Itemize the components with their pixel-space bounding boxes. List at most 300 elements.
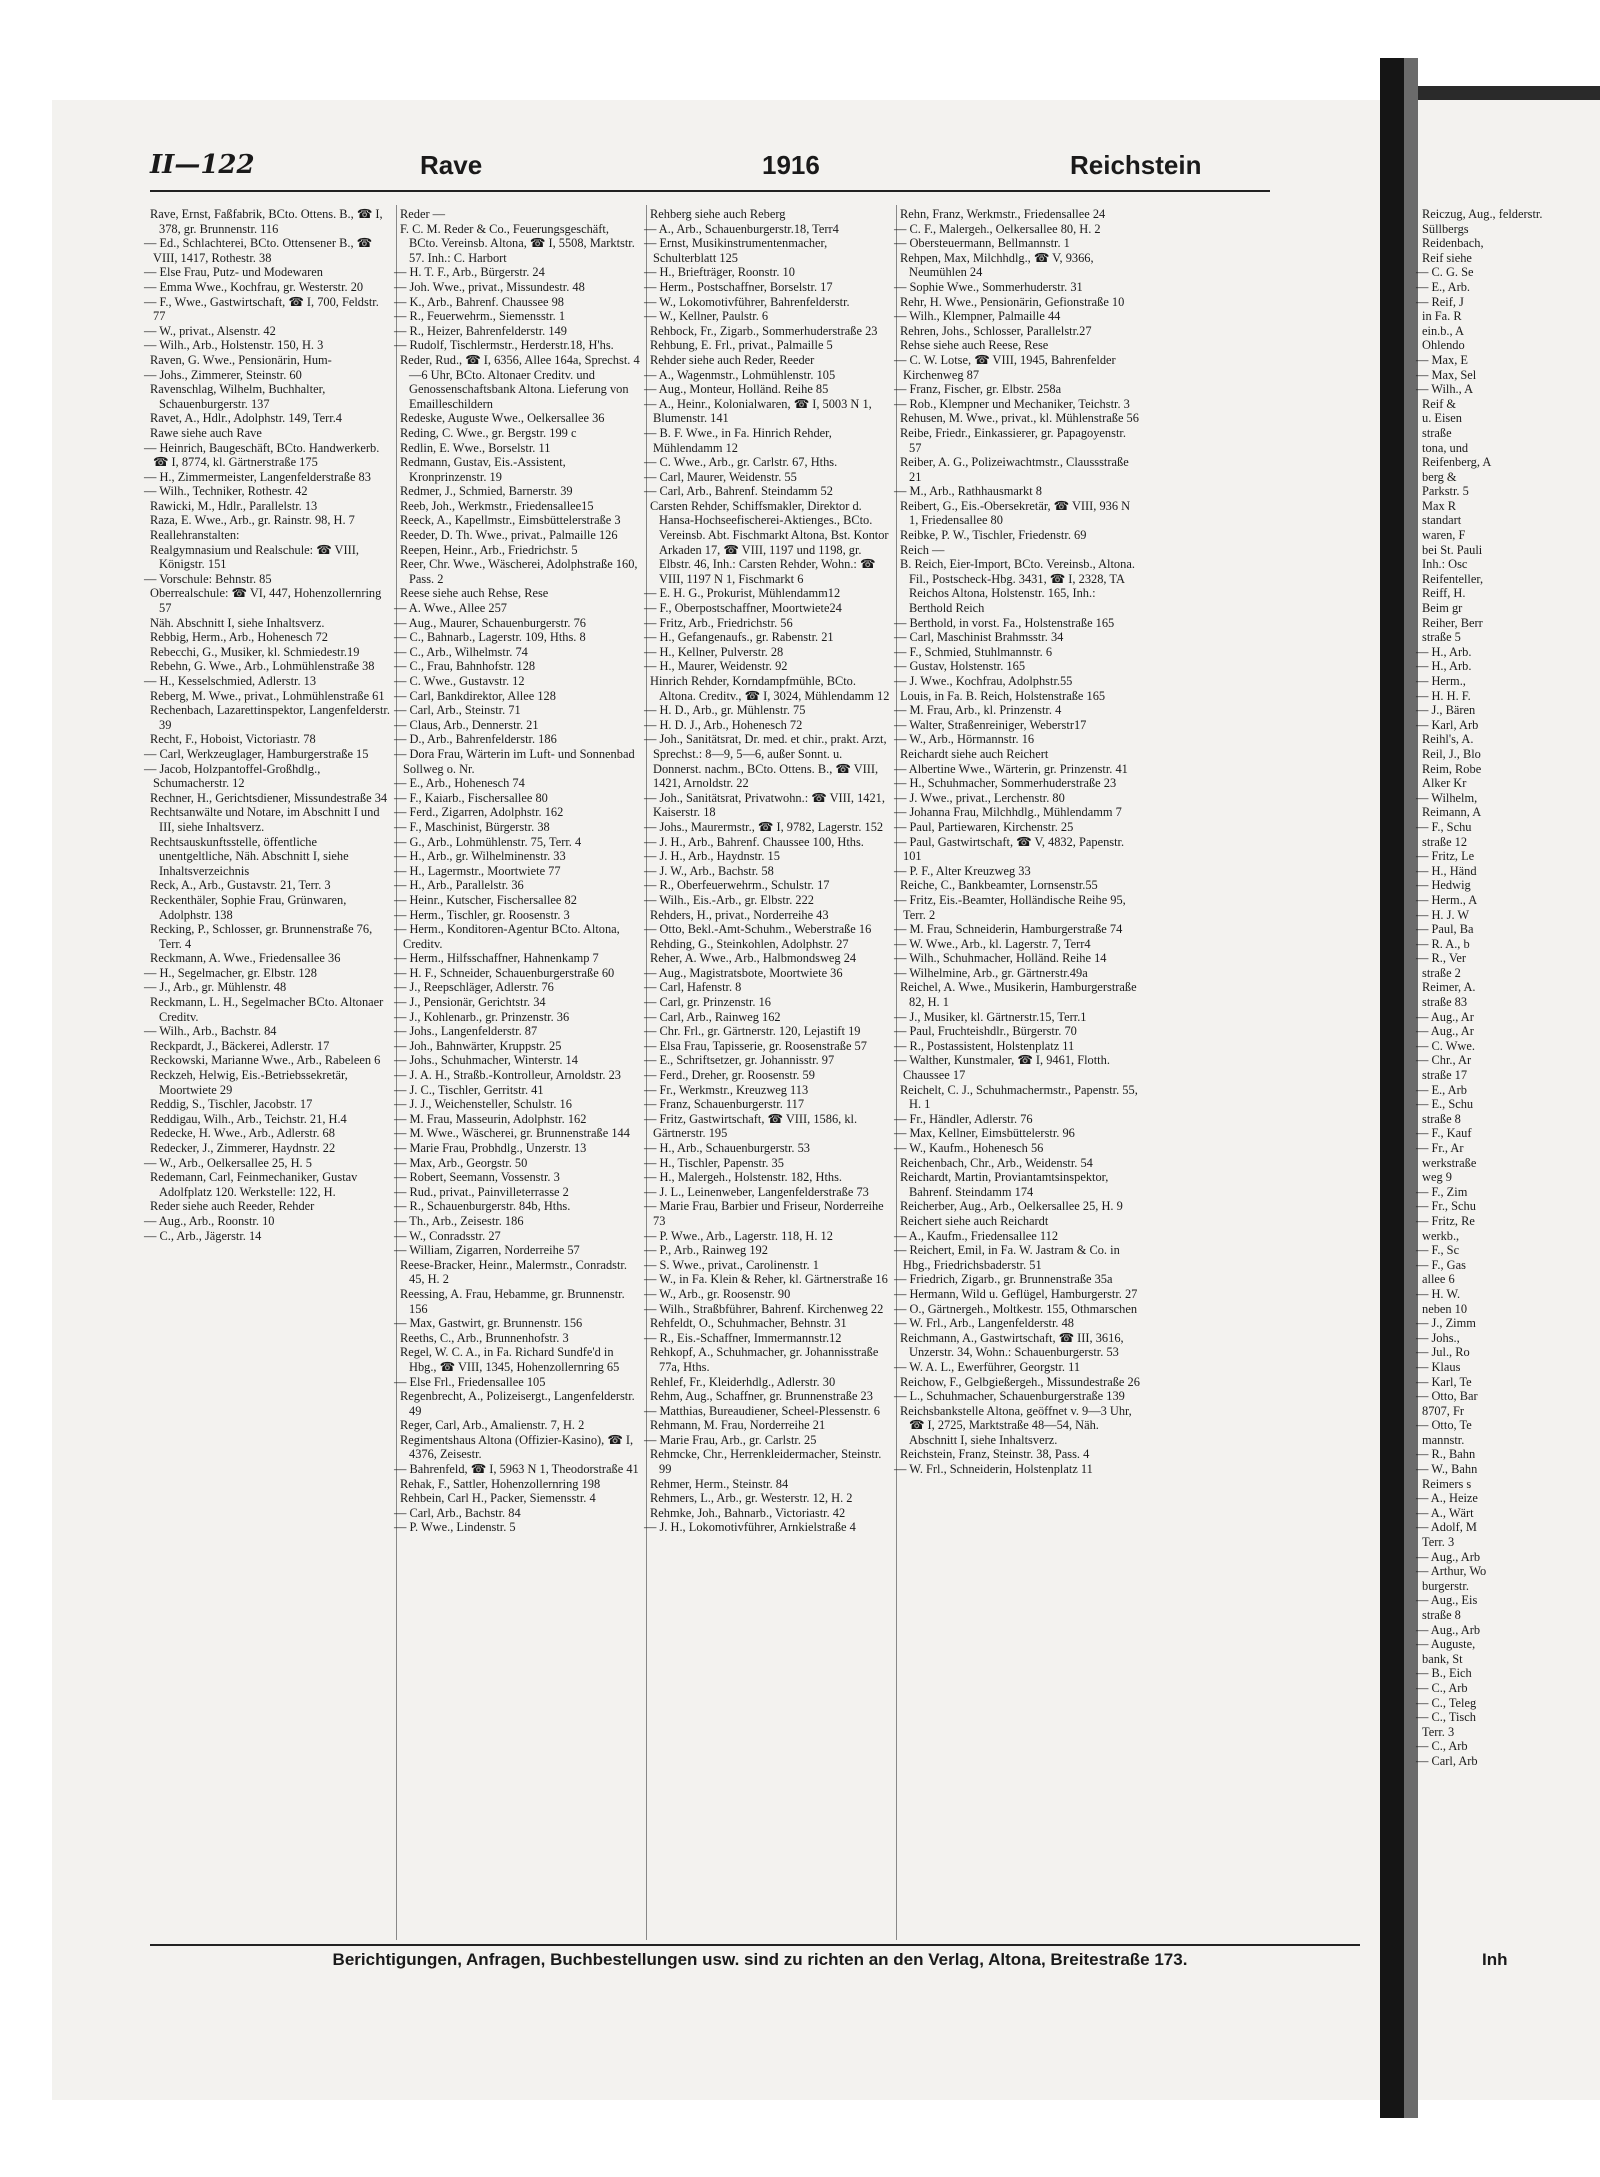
directory-entry: — Aug., Maurer, Schauenburgerstr. 76 [394,615,586,630]
directory-entry: — M. Frau, Arb., kl. Prinzenstr. 4 [894,703,1062,718]
directory-entry: — Wilh., Klempner, Palmaille 44 [894,309,1061,324]
directory-entry: F. C. M. Reder & Co., Feuerungsgeschäft, BCto. Vereinsb. Altona, ☎ I, 5508, Marktstr. 57. Inh.: C. Harbort [400,221,635,265]
directory-entry: — Emma Wwe., Kochfrau, gr. Westerstr. 20 [144,279,364,294]
directory-entry: Reddig, S., Tischler, Jacobstr. 17 [150,1097,313,1112]
directory-entry: — E., Arb., Hohenesch 74 [394,776,525,791]
directory-entry: — Otto, Bekl.-Amt-Schuhm., Weberstraße 16 [644,922,872,937]
directory-entry: — Jacob, Holzpantoffel-Großhdlg., Schumacherstr. 12 [144,761,321,791]
directory-entry: Redecke, H. Wwe., Arb., Adlerstr. 68 [150,1126,335,1141]
directory-entry: — W., in Fa. Klein & Reher, kl. Gärtnerstraße 16 [644,1272,888,1287]
directory-entry: — J. H., Lokomotivführer, Arnkielstraße 4 [644,1520,856,1535]
directory-entry: — Chr. Frl., gr. Gärtnerstr. 120, Lejastift 19 [644,1024,861,1039]
directory-entry: — H., Kellner, Pulverstr. 28 [644,644,784,659]
directory-entry: — F., Sc [1416,1243,1460,1258]
directory-entry: — C., Bahnarb., Lagerstr. 109, Hths. 8 [394,630,586,645]
directory-entry: — Fr., Händler, Adlerstr. 76 [894,1111,1033,1126]
directory-entry: Rehbung, E. Frl., privat., Palmaille 5 [650,338,833,353]
directory-entry: — Max, Arb., Georgstr. 50 [394,1155,528,1170]
directory-entry: — H., Arb., gr. Wilhelminenstr. 33 [394,849,566,864]
directory-entry: allee 6 [1422,1272,1455,1287]
directory-entry: — Johanna Frau, Milchhdlg., Mühlendamm 7 [894,805,1122,820]
directory-entry: — R., Bahn [1416,1447,1476,1462]
directory-entry: — Johs., Maurermstr., ☎ I, 9782, Lagerstr. 152 [644,819,884,834]
directory-entry: Süllbergs [1422,221,1469,236]
directory-entry: — S. Wwe., privat., Carolinenstr. 1 [644,1257,819,1272]
directory-entry: — C., Arb., Wilhelmstr. 74 [394,644,528,659]
directory-entry: — Herm., A [1416,892,1478,907]
directory-entry: — E. H. G., Prokurist, Mühlendamm12 [644,586,841,601]
directory-entry: Hinrich Rehder, Korndampfmühle, BCto. Altona. Creditv., ☎ I, 3024, Mühlendamm 12 [650,674,890,703]
directory-entry: Reck, A., Arb., Gustavstr. 21, Terr. 3 [150,878,331,893]
directory-entry: Recking, P., Schlosser, gr. Brunnenstraße 76, Terr. 4 [150,922,373,951]
directory-entry: — Rudolf, Tischlermstr., Herderstr.18, H'hs. [394,338,614,353]
directory-entry: — C., Arb [1416,1680,1468,1695]
directory-entry: — Joh. Wwe., privat., Missundestr. 48 [394,279,585,294]
directory-entry: — Herm., Konditoren-Agentur BCto. Altona, Creditv. [394,922,620,951]
directory-entry: 8707, Fr [1422,1403,1464,1418]
directory-entry: — Joh., Sanitätsrat, Privatwohn.: ☎ VIII, 1421, Kaiserstr. 18 [644,790,885,820]
directory-entry: Reichel, A. Wwe., Musikerin, Hamburgerstraße 82, H. 1 [900,980,1137,1010]
directory-entry: Terr. 3 [1422,1724,1455,1739]
directory-entry: Rechenbach, Lazarettinspektor, Langenfelderstr. 39 [150,703,390,732]
directory-entry: Reich — [900,542,945,557]
directory-entry: — C., Arb [1416,1739,1468,1754]
directory-entry: — W., Kellner, Paulstr. 6 [644,309,769,324]
directory-entry: — W., Kaufm., Hohenesch 56 [894,1141,1044,1155]
directory-entry: — H., Lagermstr., Moortwiete 77 [394,863,561,878]
directory-entry: — H., Kesselschmied, Adlerstr. 13 [144,674,317,688]
directory-column-1 [144,207,390,1243]
directory-entry: — W. Frl., Arb., Langenfelderstr. 48 [894,1316,1074,1331]
directory-entry: Rehmke, Joh., Bahnarb., Victoriastr. 42 [650,1505,846,1520]
directory-entry: — Vorschule: Behnstr. 85 [144,571,272,586]
directory-entry: Redemann, Carl, Feinmechaniker, Gustav Adolfplatz 120. Werkstelle: 122, H. [150,1170,358,1199]
directory-entry: Reder, Rud., ☎ I, 6356, Allee 164a, Sprechst. 4—6 Uhr, BCto. Altonaer Creditv. und Genossenschaftsbank Altona. Lieferung von Emailleschildern [400,352,640,411]
directory-entry: Reimann, A [1422,805,1482,820]
directory-entry: — W., Bahn [1416,1462,1478,1477]
directory-entry: Reessing, A. Frau, Hebamme, gr. Brunnenstr. 156 [400,1286,625,1316]
directory-entry: — H., Zimmermeister, Langenfelderstraße 83 [144,469,371,484]
directory-entry: Rebbig, Herm., Arb., Hohenesch 72 [150,630,328,645]
directory-entry: — F., Kaiarb., Fischersallee 80 [394,790,548,805]
directory-entry: — Robert, Seemann, Vossenstr. 3 [394,1170,560,1185]
directory-entry: ein.b., A [1422,323,1464,338]
directory-entry: — F., Schu [1416,819,1472,834]
directory-entry: — Wilh., Arb., Bachstr. 84 [144,1024,277,1039]
directory-entry: Ravet, A., Hdlr., Adolphstr. 149, Terr.4 [150,411,342,426]
directory-entry: — Hedwig [1416,878,1471,893]
directory-entry: bei St. Pauli [1422,542,1483,557]
directory-entry: — Johs., Schuhmacher, Winterstr. 14 [394,1053,578,1068]
directory-entry: — J., Bären [1416,703,1476,718]
directory-entry: Regel, W. C. A., in Fa. Richard Sundfe'd in Hbg., ☎ VIII, 1345, Hohenzollernring 65 [400,1345,620,1374]
directory-entry: Reiczug, Aug., felderstr. [1422,207,1543,221]
directory-entry: — Rud., privat., Painvilleterrasse 2 [394,1184,569,1199]
directory-entry: Rechtsauskunftsstelle, öffentliche unentgeltliche, Näh. Abschnitt I, siehe Inhaltsverzeichnis [150,834,349,878]
directory-entry: — Obersteuermann, Bellmannstr. 1 [894,236,1070,251]
directory-entry: Reichert siehe auch Reichardt [900,1213,1049,1228]
directory-entry: — Fritz, Le [1416,849,1475,864]
directory-entry: Reibe, Friedr., Einkassierer, gr. Papagoyenstr. 57 [900,425,1126,455]
directory-entry: — Aug., Ar [1416,1024,1474,1039]
directory-entry: Reichmann, A., Gastwirtschaft, ☎ III, 3616, Unzerstr. 34, Wohn.: Schauenburgerstr. 53 [900,1330,1124,1360]
directory-entry: Rehmcke, Chr., Herrenkleidermacher, Steinstr. 99 [650,1447,882,1477]
directory-entry: — W., Arb., Oelkersallee 25, H. 5 [144,1155,312,1170]
directory-entry: — G., Arb., Lohmühlenstr. 75, Terr. 4 [394,834,582,849]
directory-column-2 [394,207,640,1535]
directory-entry: Reiber, A. G., Polizeiwachtmstr., Claussstraße 21 [900,455,1129,484]
directory-entry: Reim, Robe [1422,761,1482,776]
directory-entry: Reichstein, Franz, Steinstr. 38, Pass. 4 [900,1447,1090,1462]
directory-entry: Rehfeldt, O., Schuhmacher, Behnstr. 31 [650,1316,847,1331]
directory-entry: straße [1422,425,1452,440]
directory-entry: Reeder, D. Th. Wwe., privat., Palmaille 126 [400,528,618,543]
directory-entry: straße 5 [1422,630,1461,645]
directory-entry: — Aug., Arb [1416,1622,1481,1637]
directory-entry: Reibert, G., Eis.-Obersekretär, ☎ VIII, 936 N 1, Friedensallee 80 [900,498,1131,528]
directory-entry: Rehbein, Carl H., Packer, Siemensstr. 4 [400,1491,596,1506]
directory-entry: — H. D. J., Arb., Hohenesch 72 [644,717,803,732]
directory-entry: Rebecchi, G., Musiker, kl. Schmiedestr.19 [150,644,360,659]
directory-entry: — W. Wwe., Arb., kl. Lagerstr. 7, Terr4 [894,936,1091,951]
directory-entry: — F., Zim [1416,1184,1468,1199]
directory-entry: — Aug., Ar [1416,1009,1474,1024]
directory-entry: bank, St [1422,1651,1463,1666]
directory-entry: — Wilhelm, [1416,790,1478,805]
directory-entry: — Herm., Tischler, gr. Roosenstr. 3 [394,907,570,922]
directory-entry: Näh. Abschnitt I, siehe Inhaltsverz. [150,615,325,630]
directory-entry: straße 8 [1422,1608,1461,1622]
directory-entry: — M. Frau, Masseurin, Adolphstr. 162 [394,1111,587,1126]
directory-entry: — Ferd., Zigarren, Adolphstr. 162 [394,805,564,820]
directory-entry: Rehmer, Herm., Steinstr. 84 [650,1476,789,1491]
directory-entry: — J. L., Leinenweber, Langenfelderstraße 73 [644,1184,869,1199]
directory-entry: — A., Arb., Schauenburgerstr.18, Terr4 [644,221,839,236]
directory-entry: — Carl, Bankdirektor, Allee 128 [394,688,556,703]
directory-entry: Reeths, C., Arb., Brunnenhofstr. 3 [400,1330,569,1345]
directory-entry: Regenbrecht, A., Polizeisergt., Langenfelderstr. 49 [400,1389,635,1418]
directory-entry: — J. Wwe., Kochfrau, Adolphstr.55 [894,674,1073,688]
directory-entry: — W., privat., Alsenstr. 42 [144,323,276,338]
directory-entry: — A. Wwe., Allee 257 [394,601,507,616]
directory-entry: — H. J. W [1416,907,1470,922]
directory-entry: — H., Händ [1416,863,1477,878]
directory-entry: — Johs., Zimmerer, Steinstr. 60 [144,367,302,382]
directory-entry: — R., Oberfeuerwehrm., Schulstr. 17 [644,878,830,893]
directory-entry: Carsten Rehder, Schiffsmakler, Direktor d. Hansa-Hochseefischerei-Aktienges., BCto. Vereinsb. Abt. Fischmarkt Altona, Bst. Kontor Arkaden 17, ☎ VIII, 1197 und 1198, gr. Elbstr. 46, Inh.: Carsten Rehder, Wohn.: ☎ VIII, 1197 N 1, Fischmarkt 6 [650,498,889,586]
directory-entry: Reichow, F., Gelbgießergeh., Missundestraße 26 [900,1374,1140,1389]
directory-entry: — K., Arb., Bahrenf. Chaussee 98 [394,294,564,309]
directory-entry: Rehder siehe auch Reder, Reeder [650,352,815,367]
directory-entry: straße 17 [1422,1068,1468,1083]
directory-entry: Reibke, P. W., Tischler, Friedenstr. 69 [900,528,1087,543]
directory-entry: Reckpardt, J., Bäckerei, Adlerstr. 17 [150,1038,330,1053]
directory-entry: — H., Arb., Schauenburgerstr. 53 [644,1141,810,1155]
directory-entry: — J., Pensionär, Gerichtstr. 34 [394,995,546,1010]
directory-entry: Rehding, G., Steinkohlen, Adolphstr. 27 [650,936,849,951]
directory-entry: Reger, Carl, Arb., Amalienstr. 7, H. 2 [400,1418,585,1433]
directory-entry: Rehbock, Fr., Zigarb., Sommerhuderstraße 23 [650,323,878,338]
directory-entry: — H., Arb. [1416,644,1472,659]
directory-entry: Reder siehe auch Reeder, Rehder [150,1199,315,1214]
header-year: 1916 [762,150,820,180]
footer-rule [150,1944,1360,1946]
directory-entry: werkstraße [1422,1155,1477,1170]
directory-entry: — H., Malergeh., Holstenstr. 182, Hths. [644,1170,843,1185]
directory-entry: Alker Kr [1422,776,1467,791]
directory-entry: Rehn, Franz, Werkmstr., Friedensallee 24 [900,207,1106,221]
directory-entry: — H., Maurer, Weidenstr. 92 [644,659,788,674]
directory-entry: — Johs., Langenfelderstr. 87 [394,1024,538,1039]
directory-entry: — J. J., Weichensteller, Schulstr. 16 [394,1097,572,1112]
directory-entry: waren, F [1422,528,1466,543]
directory-entry: werkb., [1422,1228,1460,1243]
directory-entry: — Paul, Ba [1416,922,1474,937]
directory-column-4 [894,207,1140,1477]
directory-entry: Realgymnasium und Realschule: ☎ VIII, Königstr. 151 [150,542,359,572]
directory-entry: Reimers s [1422,1476,1472,1491]
directory-entry: Reer, Chr. Wwe., Wäscherei, Adolphstraße 160, Pass. 2 [400,557,638,586]
page-top-edge [1418,86,1600,100]
directory-entry: — B. F. Wwe., in Fa. Hinrich Rehder, Mühlendamm 12 [644,425,832,455]
directory-entry: — D., Arb., Bahrenfelderstr. 186 [394,732,557,747]
directory-entry: Rehren, Johs., Schlosser, Parallelstr.27 [900,323,1092,338]
directory-entry: — Fritz, Re [1416,1213,1475,1228]
directory-entry: — Max, E [1416,352,1468,367]
directory-entry: — Carl, Arb [1416,1753,1478,1768]
directory-entry: — R., Ver [1416,951,1467,966]
directory-entry: — Paul, Partiewaren, Kirchenstr. 25 [894,819,1074,834]
directory-entry: Rechner, H., Gerichtsdiener, Missundestraße 34 [150,790,388,805]
directory-entry: — Max, Sel [1416,367,1477,382]
directory-entry: — R., Heizer, Bahrenfelderstr. 149 [394,323,567,338]
directory-entry: Reddigau, Wilh., Arb., Teichstr. 21, H.4 [150,1111,347,1126]
directory-entry: — Ed., Schlachterei, BCto. Ottensener B., ☎ VIII, 1417, Rothestr. 38 [144,236,373,265]
directory-entry: Reckmann, L. H., Segelmacher BCto. Altonaer Creditv. [150,995,384,1024]
directory-entry: straße 12 [1422,834,1468,849]
directory-entry: Reberg, M. Wwe., privat., Lohmühlenstraße 61 [150,688,385,703]
directory-entry: Redmann, Gustav, Eis.-Assistent, Kronprinzenstr. 19 [400,455,566,484]
directory-entry: Reihl's, A. [1422,732,1474,747]
directory-entry: — Fr., Schu [1416,1199,1476,1214]
directory-entry: — A., Heize [1416,1491,1478,1506]
directory-entry: — Franz, Schauenburgerstr. 117 [644,1097,805,1112]
directory-entry: — Reif, J [1416,294,1464,309]
directory-entry: berg & [1422,469,1457,484]
directory-entry: — Herm., Postschaffner, Borselstr. 17 [644,279,833,294]
directory-entry: Rehm, Aug., Schaffner, gr. Brunnenstraße 23 [650,1389,873,1404]
directory-entry: — Marie Frau, Probhdlg., Unzerstr. 13 [394,1141,587,1155]
directory-entry: — Aug., Arb [1416,1549,1481,1564]
directory-entry: Rehberg siehe auch Reberg [650,207,786,221]
directory-entry: Reifenteller, [1422,571,1484,586]
directory-entry: Rehse siehe auch Reese, Rese [900,338,1049,353]
directory-entry: — Heinr., Kutscher, Fischersallee 82 [394,892,577,907]
directory-entry: — J. C., Tischler, Gerritstr. 41 [394,1082,544,1097]
directory-entry: — C. Wwe. [1416,1038,1475,1053]
directory-entry: — E., Schu [1416,1097,1474,1112]
directory-entry: Rehpen, Max, Milchhdlg., ☎ V, 9366, Neumühlen 24 [900,250,1094,280]
directory-entry: — Walther, Kunstmaler, ☎ I, 9461, Flotth. Chaussee 17 [894,1053,1110,1083]
directory-entry: standart [1422,513,1462,528]
directory-entry: straße 8 [1422,1111,1461,1126]
directory-entry: — P. Wwe., Lindenstr. 5 [394,1520,516,1535]
directory-entry: — Aug., Monteur, Holländ. Reihe 85 [644,382,829,397]
directory-entry: — Else Frl., Friedensallee 105 [394,1374,546,1389]
directory-entry: Redeske, Auguste Wwe., Oelkersallee 36 [400,411,605,426]
directory-entry: — C., Frau, Bahnhofstr. 128 [394,659,536,674]
directory-entry: — P. Wwe., Arb., Lagerstr. 118, H. 12 [644,1228,833,1243]
directory-entry: Rehlef, Fr., Kleiderhdlg., Adlerstr. 30 [650,1374,836,1389]
directory-entry: Redlin, E. Wwe., Borselstr. 11 [400,440,551,455]
directory-entry: Reiff, H. [1422,586,1466,601]
directory-entry: — O., Gärtnergeh., Moltkestr. 155, Othmarschen [894,1301,1138,1316]
directory-column-3 [644,207,890,1535]
directory-entry: — Carl, Maschinist Brahmsstr. 34 [894,630,1064,645]
directory-entry: — J., Musiker, kl. Gärtnerstr.15, Terr.1 [894,1009,1087,1024]
directory-entry: — W., Arb., Hörmannstr. 16 [894,732,1035,747]
directory-entry: — R., Feuerwehrm., Siemensstr. 1 [394,309,566,324]
directory-entry: — Aug., Arb., Roonstr. 10 [144,1213,275,1228]
directory-entry: — Otto, Te [1416,1418,1472,1433]
header-keyword-left: Rave [420,150,483,180]
directory-entry: — Reichert, Emil, in Fa. W. Jastram & Co. in Hbg., Friedrichsbaderstr. 51 [894,1243,1120,1272]
directory-entry: in Fa. R [1422,309,1462,324]
directory-entry: — C. G. Se [1416,265,1474,280]
directory-entry: — H., Gefangenaufs., gr. Rabenstr. 21 [644,630,834,645]
directory-entry: — J., Kohlenarb., gr. Prinzenstr. 36 [394,1009,570,1024]
directory-entry: Reeck, A., Kapellmstr., Eimsbüttelerstraße 3 [400,513,621,528]
directory-entry: Redecker, J., Zimmerer, Haydnstr. 22 [150,1141,336,1155]
directory-entry: Reicherber, Aug., Arb., Oelkersallee 25, H. 9 [900,1199,1123,1214]
footer-fragment: Inh [1482,1950,1508,1969]
directory-entry: — Karl, Te [1416,1374,1472,1389]
directory-entry: Rawe siehe auch Rave [150,425,262,440]
directory-entry: — Jul., Ro [1416,1345,1470,1360]
directory-entry: — Wilh., Arb., Holstenstr. 150, H. 3 [144,338,324,353]
directory-entry: Reder — [400,207,446,221]
directory-entry: — Ferd., Dreher, gr. Roosenstr. 59 [644,1068,815,1083]
directory-entry: u. Eisen [1422,411,1462,426]
header-rule [150,190,1270,192]
directory-entry: Reiche, C., Bankbeamter, Lornsenstr.55 [900,878,1098,893]
directory-column-5-partial [1416,207,1592,1769]
directory-entry: — A., Heinr., Kolonialwaren, ☎ I, 5003 N 1, Blumenstr. 141 [644,396,872,426]
directory-entry: — C., Teleg [1416,1695,1477,1710]
directory-entry: Rehders, H., privat., Norderreihe 43 [650,907,829,922]
directory-entry: — Wilh., Techniker, Rothestr. 42 [144,484,308,499]
directory-entry: — Sophie Wwe., Sommerhuderstr. 31 [894,279,1083,294]
directory-entry: Reese siehe auch Rehse, Rese [400,586,549,601]
directory-entry: Louis, in Fa. B. Reich, Holstenstraße 165 [900,688,1106,703]
directory-entry: — F., Wwe., Gastwirtschaft, ☎ I, 700, Feldstr. 77 [144,294,379,324]
directory-entry: — Herm., [1416,674,1466,688]
directory-entry: — Max, Gastwirt, gr. Brunnenstr. 156 [394,1316,583,1331]
directory-entry: — P., Arb., Rainweg 192 [644,1243,768,1258]
directory-entry: — Carl, Arb., Rainweg 162 [644,1009,781,1024]
directory-entry: Reckenthäler, Sophie Frau, Grünwaren, Adolphstr. 138 [150,892,347,922]
directory-entry: — Walter, Straßenreiniger, Weberstr17 [894,717,1087,732]
directory-entry: — Klaus [1416,1359,1461,1374]
directory-entry: Beim gr [1422,601,1463,616]
directory-entry: — H., Briefträger, Roonstr. 10 [644,265,795,280]
directory-entry: — Gustav, Holstenstr. 165 [894,659,1026,674]
directory-entry: — H., Segelmacher, gr. Elbstr. 128 [144,965,317,980]
directory-entry: tona, und [1422,440,1469,455]
directory-entry: — Hermann, Wild u. Geflügel, Hamburgerstr. 27 [894,1286,1138,1301]
directory-entry: — Otto, Bar [1416,1389,1478,1404]
directory-entry: Reimer, A. [1422,980,1476,995]
directory-entry: — Carl, Arb., Bahrenf. Steindamm 52 [644,484,833,499]
directory-entry: — C. Wwe., Arb., gr. Carlstr. 67, Hths. [644,455,838,470]
directory-entry: — F., Kauf [1416,1126,1472,1141]
directory-entry: — Joh., Sanitätsrat, Dr. med. et chir., prakt. Arzt, Sprechst.: 8—9, 5—6, außer Sonnt. u. Donnerst. nachm., BCto. Ottens. B., ☎ VIII, 1421, Arnoldstr. 22 [644,732,887,791]
directory-entry: Reif & [1422,396,1457,411]
directory-entry: — H. T. F., Arb., Bürgerstr. 24 [394,265,545,280]
directory-entry: burgerstr. [1422,1578,1469,1593]
directory-entry: — Th., Arb., Zeisestr. 186 [394,1213,524,1228]
directory-entry: straße 2 [1422,965,1461,980]
directory-entry: — J. W., Arb., Bachstr. 58 [644,863,774,878]
directory-entry: — William, Zigarren, Norderreihe 57 [394,1243,580,1258]
directory-entry: — Wilh., Schuhmacher, Holländ. Reihe 14 [894,951,1107,966]
directory-entry: — Wilh., Eis.-Arb., gr. Elbstr. 222 [644,892,814,907]
directory-entry: B. Reich, Eier-Import, BCto. Vereinsb., Altona. Fil., Postscheck-Hbg. 3431, ☎ I, 2328, TA Reichos Altona, Holstenstr. 165, Inh.: Berthold Reich [900,557,1135,616]
directory-entry: — H., Arb. [1416,659,1472,674]
directory-entry: — F., Schmied, Stuhlmannstr. 6 [894,644,1053,659]
directory-entry: — C., Tisch [1416,1710,1476,1725]
directory-entry: — Adolf, M [1416,1520,1477,1535]
directory-entry: — Fr., Werkmstr., Kreuzweg 113 [644,1082,809,1097]
directory-entry: Inh.: Osc [1422,557,1468,572]
directory-entry: Reidenbach, [1422,236,1484,251]
directory-entry: Reallehranstalten: [150,528,240,543]
directory-entry: — Rob., Klempner und Mechaniker, Teichstr. 3 [894,396,1130,411]
directory-entry: Parkstr. 5 [1422,484,1469,499]
directory-entry: — Karl, Arb [1416,717,1479,732]
directory-entry: — Elsa Frau, Tapisserie, gr. Roosenstraße 57 [644,1038,867,1053]
directory-entry: — H., Tischler, Papenstr. 35 [644,1155,784,1170]
directory-entry: — C. F., Malergeh., Oelkersallee 80, H. 2 [894,221,1101,236]
directory-entry: — Fr., Ar [1416,1141,1464,1155]
directory-entry: Oberrealschule: ☎ VI, 447, Hohenzollernring 57 [150,586,382,616]
directory-entry: — C. W. Lotse, ☎ VIII, 1945, Bahrenfelder Kirchenweg 87 [894,352,1116,382]
directory-entry: — Fritz, Gastwirtschaft, ☎ VIII, 1586, kl. Gärtnerstr. 195 [644,1111,858,1141]
directory-entry: — Chr., Ar [1416,1053,1472,1068]
directory-entry: straße 83 [1422,995,1468,1010]
directory-entry: — Ernst, Musikinstrumentenmacher, Schulterblatt 125 [644,236,828,265]
directory-entry: — Carl, Hafenstr. 8 [644,980,742,995]
directory-entry: — Fritz, Eis.-Beamter, Holländische Reihe 95, Terr. 2 [894,892,1126,922]
directory-entry: — Paul, Gastwirtschaft, ☎ V, 4832, Papenstr. 101 [894,834,1125,864]
directory-entry: — J. H., Arb., Bahrenf. Chaussee 100, Hths. [644,834,864,849]
directory-entry: — C. Wwe., Gustavstr. 12 [394,674,525,688]
directory-entry: — A., Wärt [1416,1505,1474,1520]
directory-entry: — J. H., Arb., Haydnstr. 15 [644,849,780,864]
directory-entry: — M. Frau, Schneiderin, Hamburgerstraße 74 [894,922,1123,937]
directory-entry: — H. D., Arb., gr. Mühlenstr. 75 [644,703,806,718]
directory-entry: — H. F., Schneider, Schauenburgerstraße 60 [394,965,615,980]
directory-entry: — M., Arb., Rathhausmarkt 8 [894,484,1042,499]
directory-entry: Reding, C. Wwe., gr. Bergstr. 199 c [400,425,577,440]
directory-entry: Redmer, J., Schmied, Barnerstr. 39 [400,484,573,499]
publisher-footer: Berichtigungen, Anfragen, Buchbestellungen usw. sind zu richten an den Verlag, Altona, Breitestraße 173. [332,1950,1188,1969]
directory-entry: — Heinrich, Baugeschäft, BCto. Handwerkerb. ☎ I, 8774, kl. Gärtnerstraße 175 [144,440,380,470]
directory-entry: — Joh., Bahnwärter, Kruppstr. 25 [394,1038,562,1053]
directory-entry: — A., Kaufm., Friedensallee 112 [894,1228,1059,1243]
directory-entry: Rechtsanwälte und Notare, im Abschnitt I und III, siehe Inhaltsverz. [150,805,380,834]
binding-edge [1380,58,1404,2118]
